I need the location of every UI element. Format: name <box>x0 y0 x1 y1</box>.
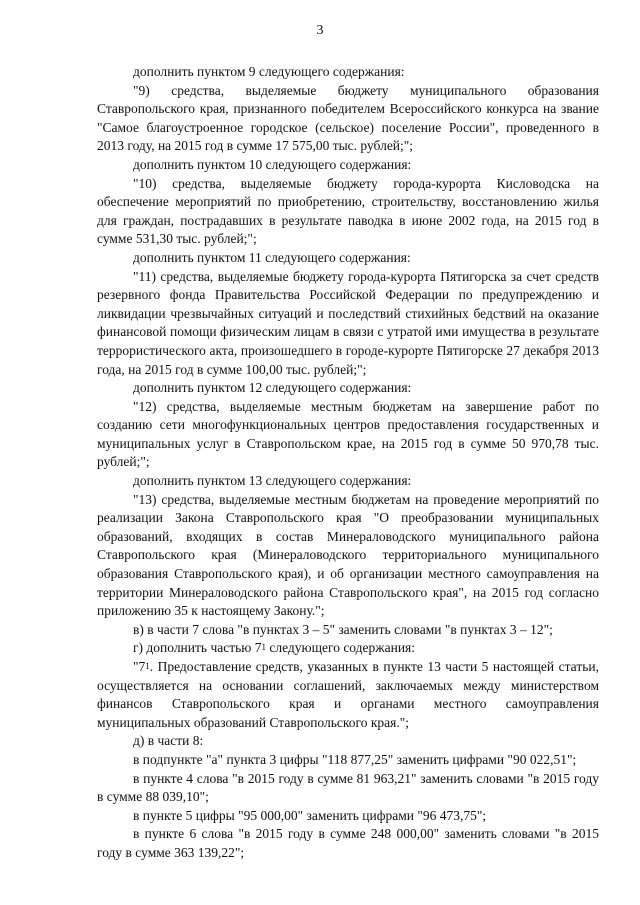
part-g-superscript: 1 <box>261 642 266 653</box>
paragraph-item-11-text: "11) средства, выделяемые бюджету города-курорта Пятигорска за счет средств резервного фонда Правительства Российской Федерации по предупреждению и ликвидации чрезвычайных ситуаций и последствий стихийных бедствий на оказание финансовой помощи физическим лицам в связи с утратой ими имущества в результате террористического акта, произошедшего в городе-курорте Пятигорске 27 декабря 2013 года, на 2015 год в сумме 100,00 тыс. рублей;"; <box>97 268 599 377</box>
paragraph-add-item-13: дополнить пунктом 13 следующего содержания: <box>133 473 412 489</box>
paragraph-add-item-12: дополнить пунктом 12 следующего содержания: <box>133 380 412 396</box>
part-7-1-before: "7 <box>133 659 146 674</box>
paragraph-part-g <box>97 639 599 658</box>
paragraph-part-7-1-text <box>97 658 599 732</box>
document-body <box>97 63 599 863</box>
paragraph-point-5: в пункте 5 цифры "95 000,00" заменить цифрами "96 473,75"; <box>133 807 487 823</box>
paragraph-item-10-text: "10) средства, выделяемые бюджету города-курорта Кисловодска на обеспечение мероприятий по приобретению, строительству, восстановлению жилья для граждан, пострадавших в результате паводка в июне 2002 года, на 2015 год в сумме 531,30 тыс. рублей;"; <box>97 175 599 247</box>
part-7-1-after: . Предоставление средств, указанных в пункте 13 части 5 настоящей статьи, осуществляется на основании соглашений, заключаемых между министерством финансов Ставропольского края и органами местного самоуправления муниципальных образований Ставропольского края."; <box>97 659 599 730</box>
part-7-1-superscript: 1 <box>145 661 150 671</box>
paragraph-add-item-10: дополнить пунктом 10 следующего содержания: <box>133 156 412 172</box>
paragraph-add-item-11: дополнить пунктом 11 следующего содержания: <box>133 249 411 265</box>
page-number: 3 <box>316 23 324 38</box>
paragraph-point-6: в пункте 6 слова "в 2015 году в сумме 248 000,00" заменить словами "в 2015 году в сумме 363 139,22"; <box>97 826 599 860</box>
paragraph-item-9-text: "9) средства, выделяемые бюджету муниципального образования Ставропольского края, признанного победителем Всероссийского конкурса на звание "Самое благоустроенное городское (сельское) поселение России", проведенного в 2013 году, на 2015 год в сумме 17 575,00 тыс. рублей;"; <box>97 82 599 154</box>
paragraph-item-12-text: "12) средства, выделяемые местным бюджетам на завершение работ по созданию сети многофункциональных центров предоставления государственных и муниципальных услуг в Ставропольском крае, на 2015 год в сумме 50 970,78 тыс. рублей;"; <box>97 398 599 470</box>
paragraph-item-13-text: "13) средства, выделяемые местным бюджетам на проведение мероприятий по реализации Закона Ставропольского края "О преобразовании муниципальных образований, входящих в состав Минераловодского муниципального района Ставропольского края (Минераловодского территориального муниципального образования Ставропольского края), и об организации местного самоуправления на территории Минераловодского района Ставропольского края", на 2015 год согласно приложению 35 к настоящему Закону."; <box>97 491 599 619</box>
paragraph-point-4: в пункте 4 слова "в 2015 году в сумме 81 963,21" заменить словами "в 2015 году в сумме 88 039,10"; <box>97 770 599 805</box>
part-g-before: г) дополнить частью 7 <box>133 640 262 656</box>
paragraph-subitem-a-point-3: в подпункте "а" пункта 3 цифры "118 877,25" заменить цифрами "90 022,51"; <box>133 751 577 767</box>
paragraph-part-v: в) в части 7 слова "в пунктах 3 – 5" заменить словами "в пунктах 3 – 12"; <box>133 621 553 637</box>
paragraph-add-item-9: дополнить пунктом 9 следующего содержания: <box>133 64 405 79</box>
paragraph-part-d: д) в части 8: <box>133 733 204 749</box>
part-g-after: следующего содержания: <box>265 640 416 656</box>
